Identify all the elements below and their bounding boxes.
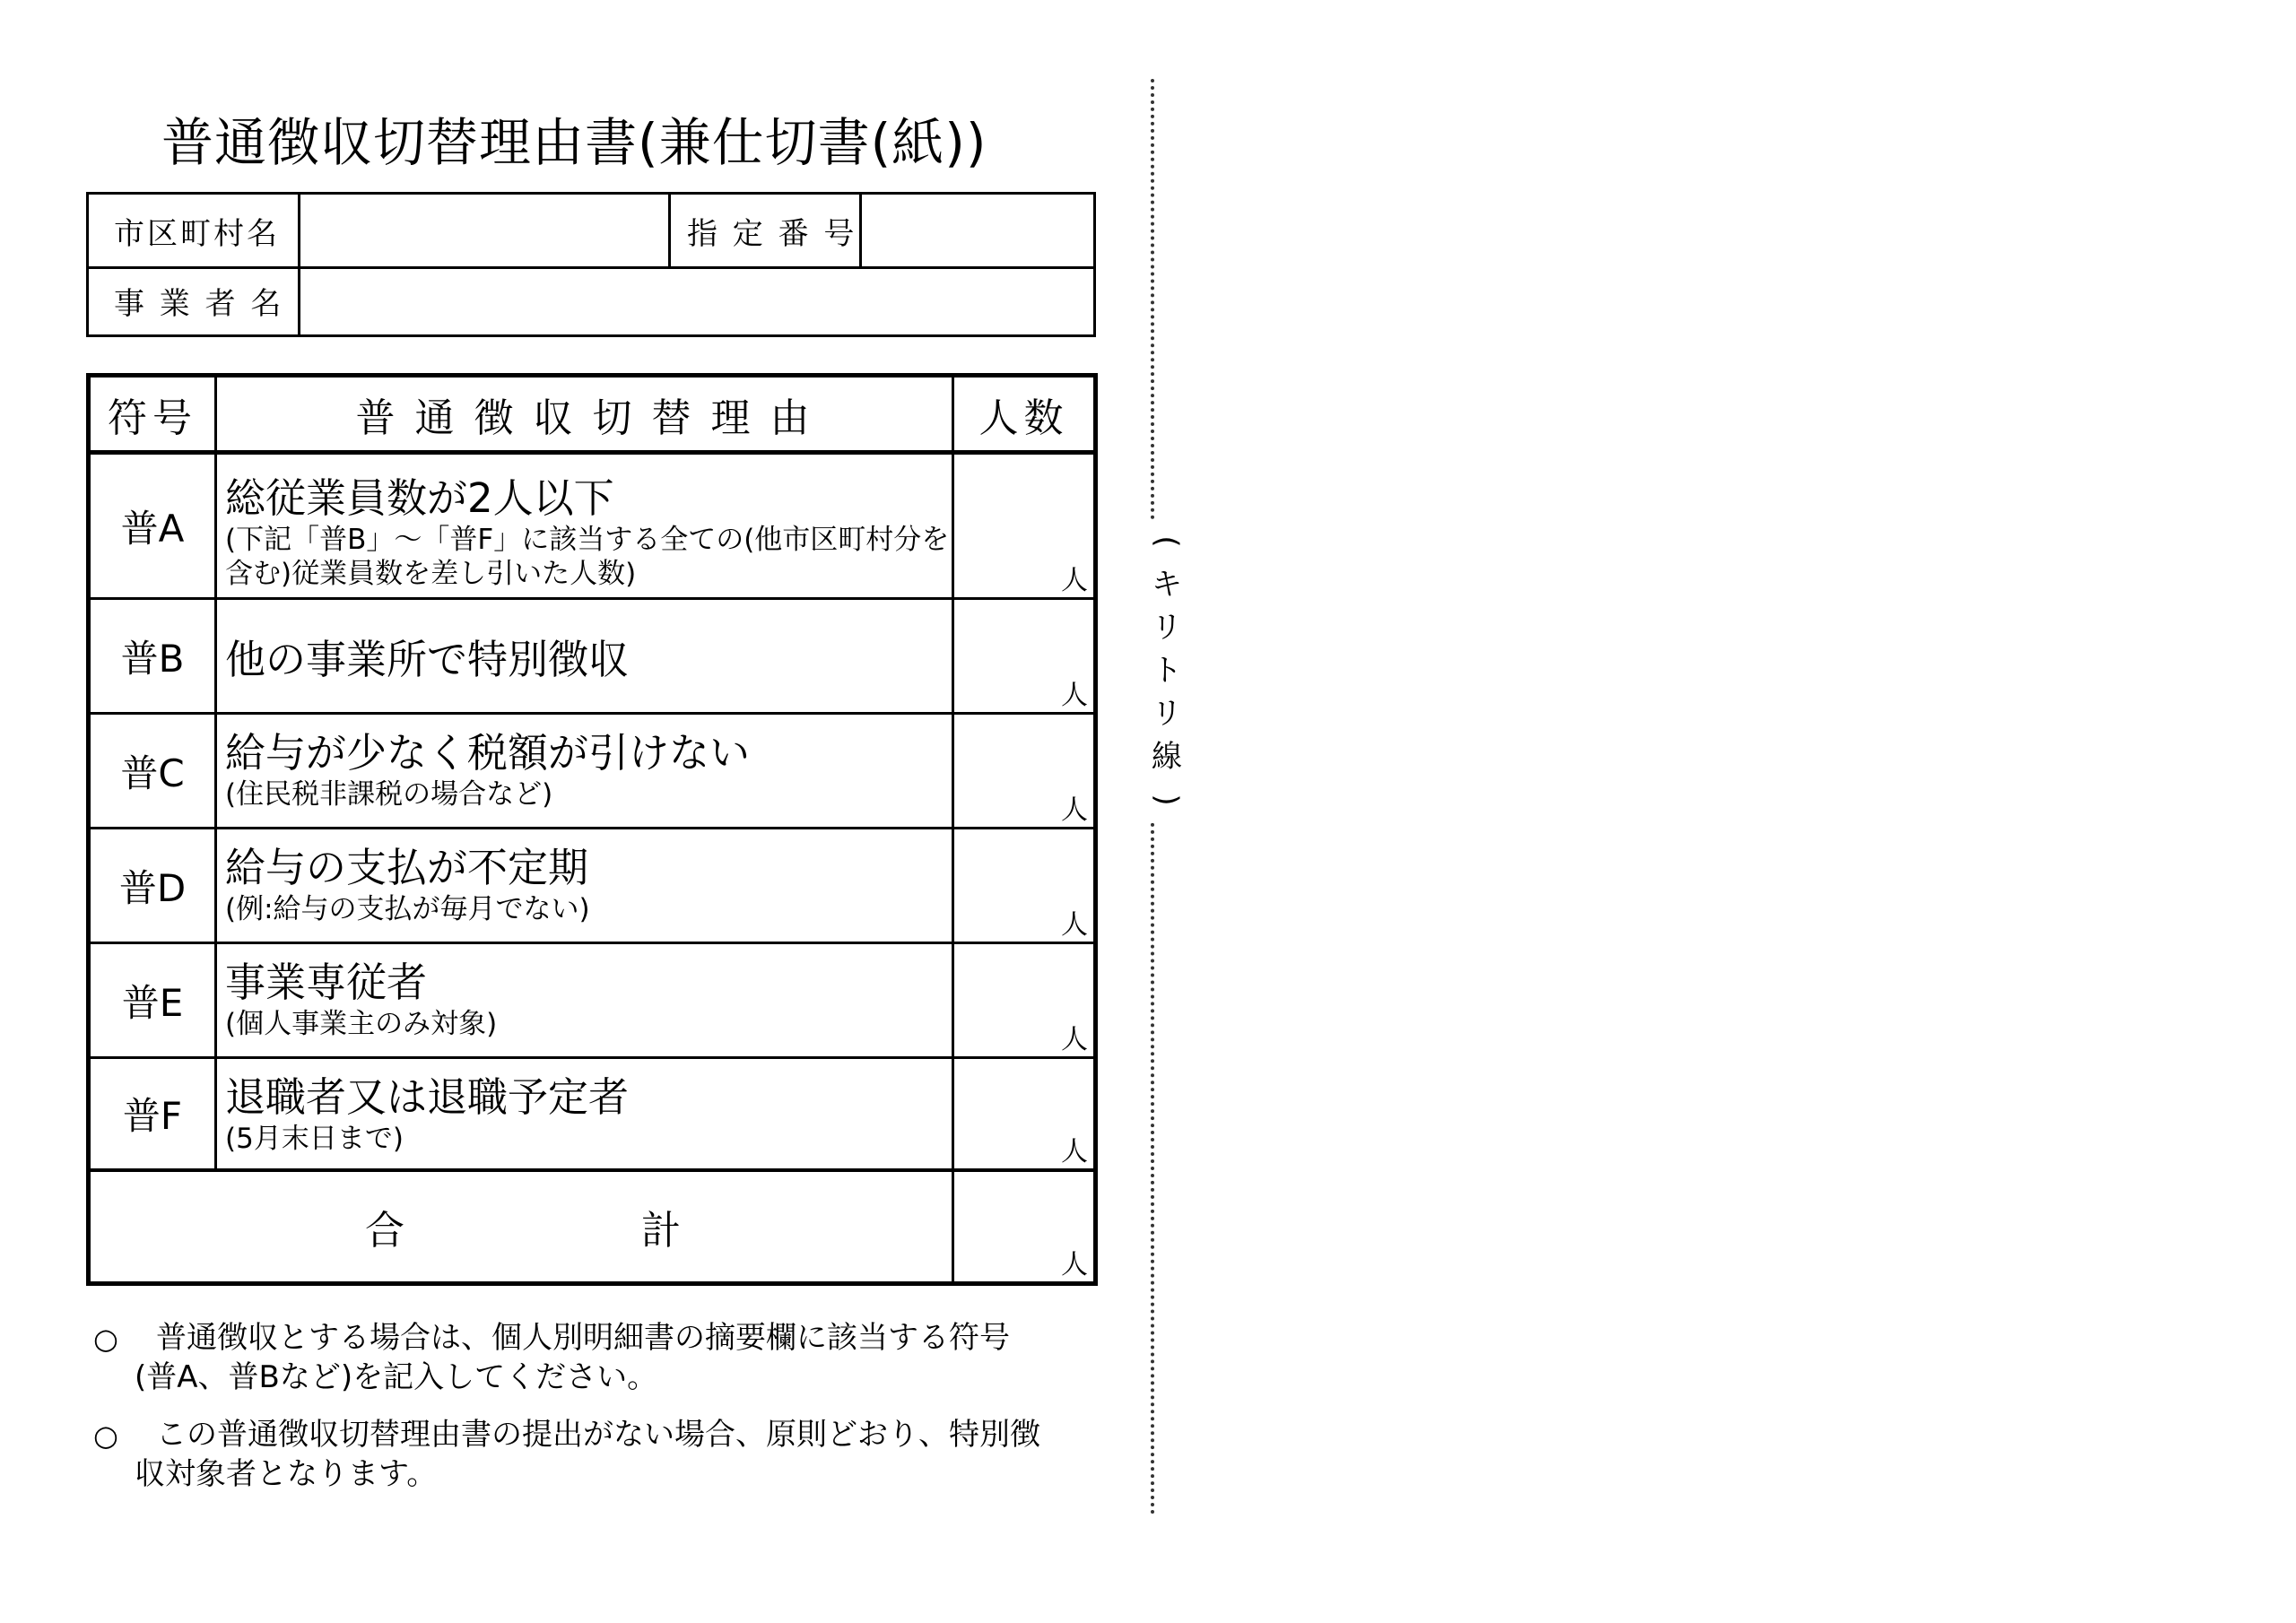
- table-row-f: [91, 1059, 1093, 1168]
- reason-table: [86, 373, 1098, 1286]
- cut-char: ト: [1152, 653, 1182, 689]
- row-note-2: 含む)従業員数を差し引いた人数): [225, 558, 637, 590]
- row-reason: 給与の支払が不定期: [225, 844, 589, 891]
- row-note: (下記「普B」～「普F」に該当する全ての(他市区町村分を: [225, 524, 950, 556]
- unit-label: 人: [1061, 680, 1088, 711]
- row-reason: 事業専従者: [225, 959, 428, 1006]
- unit-label: 人: [1061, 1136, 1088, 1167]
- row-code: 普E: [121, 980, 184, 1025]
- unit-label: 人: [1061, 909, 1088, 941]
- table-row-e: [91, 944, 1093, 1059]
- table-row-d: [91, 829, 1093, 944]
- header-count: 人数: [978, 395, 1069, 441]
- cut-char: リ: [1152, 610, 1182, 646]
- row-code: 普A: [120, 506, 185, 551]
- table-row-b: [91, 600, 1093, 715]
- cut-open-paren: (: [1148, 535, 1185, 548]
- row-note: (5月末日まで): [225, 1123, 404, 1155]
- count-field[interactable]: [954, 944, 1093, 1056]
- designation-number-field[interactable]: [862, 195, 1093, 266]
- row-code: 普D: [118, 865, 187, 910]
- note-bullet: ○: [93, 1322, 118, 1356]
- info-row-municipality: [89, 195, 1093, 269]
- header-code: 符号: [108, 395, 197, 441]
- row-reason: 給与が少なく税額が引けない: [225, 729, 751, 777]
- table-row-a: [91, 455, 1093, 600]
- cut-char: キ: [1152, 567, 1182, 603]
- row-note: (個人事業主のみ対象): [225, 1008, 498, 1040]
- designation-label: 指 定 番 号: [687, 215, 857, 252]
- cut-char: リ: [1152, 696, 1182, 732]
- note-1-line-1: 普通徴収とする場合は、個人別明細書の摘要欄に該当する符号: [156, 1320, 1010, 1356]
- business-label: 事 業 者 名: [114, 285, 284, 322]
- total-label-left: 合: [365, 1208, 404, 1254]
- row-note: (住民税非課税の場合など): [225, 778, 553, 811]
- count-field[interactable]: [954, 600, 1093, 712]
- note-1-line-2: (普A、普Bなど)を記入してください。: [135, 1359, 658, 1395]
- count-field[interactable]: [954, 715, 1093, 827]
- cut-char: 線: [1152, 739, 1182, 775]
- table-row-c: [91, 715, 1093, 829]
- row-reason: 退職者又は退職予定者: [225, 1073, 630, 1121]
- unit-label: 人: [1061, 1249, 1088, 1280]
- municipality-field[interactable]: [300, 195, 668, 266]
- municipality-label: 市区町村名: [114, 215, 280, 252]
- row-code: 普F: [122, 1094, 183, 1138]
- header-reason: 普 通 徴 収 切 替 理 由: [355, 395, 813, 441]
- total-label-right: 計: [641, 1208, 681, 1254]
- header-info-table: [86, 192, 1096, 337]
- count-field[interactable]: [954, 1059, 1093, 1168]
- count-field[interactable]: [954, 829, 1093, 942]
- form-title: 普通徴収切替理由書(兼仕切書(紙)): [161, 112, 987, 173]
- unit-label: 人: [1061, 794, 1088, 826]
- total-count-field[interactable]: [954, 1172, 1093, 1281]
- count-field[interactable]: [954, 455, 1093, 597]
- note-bullet: ○: [93, 1419, 118, 1453]
- unit-label: 人: [1061, 1024, 1088, 1055]
- row-reason: 他の事業所で特別徴収: [225, 636, 630, 683]
- total-row: [91, 1169, 1093, 1281]
- info-row-business: [89, 266, 1093, 334]
- unit-label: 人: [1061, 565, 1088, 596]
- row-note: (例:給与の支払が毎月でない): [225, 893, 590, 925]
- business-name-field[interactable]: [300, 266, 1093, 334]
- cut-line-label: [1148, 520, 1185, 821]
- row-reason: 総従業員数が2人以下: [225, 474, 614, 522]
- note-2-line-1: この普通徴収切替理由書の提出がない場合、原則どおり、特別徴: [156, 1417, 1040, 1453]
- note-2-line-2: 収対象者となります。: [135, 1456, 438, 1492]
- table-header: [91, 378, 1093, 455]
- row-code: 普C: [120, 751, 185, 795]
- cut-close-paren: ): [1148, 794, 1185, 806]
- row-code: 普B: [120, 636, 185, 681]
